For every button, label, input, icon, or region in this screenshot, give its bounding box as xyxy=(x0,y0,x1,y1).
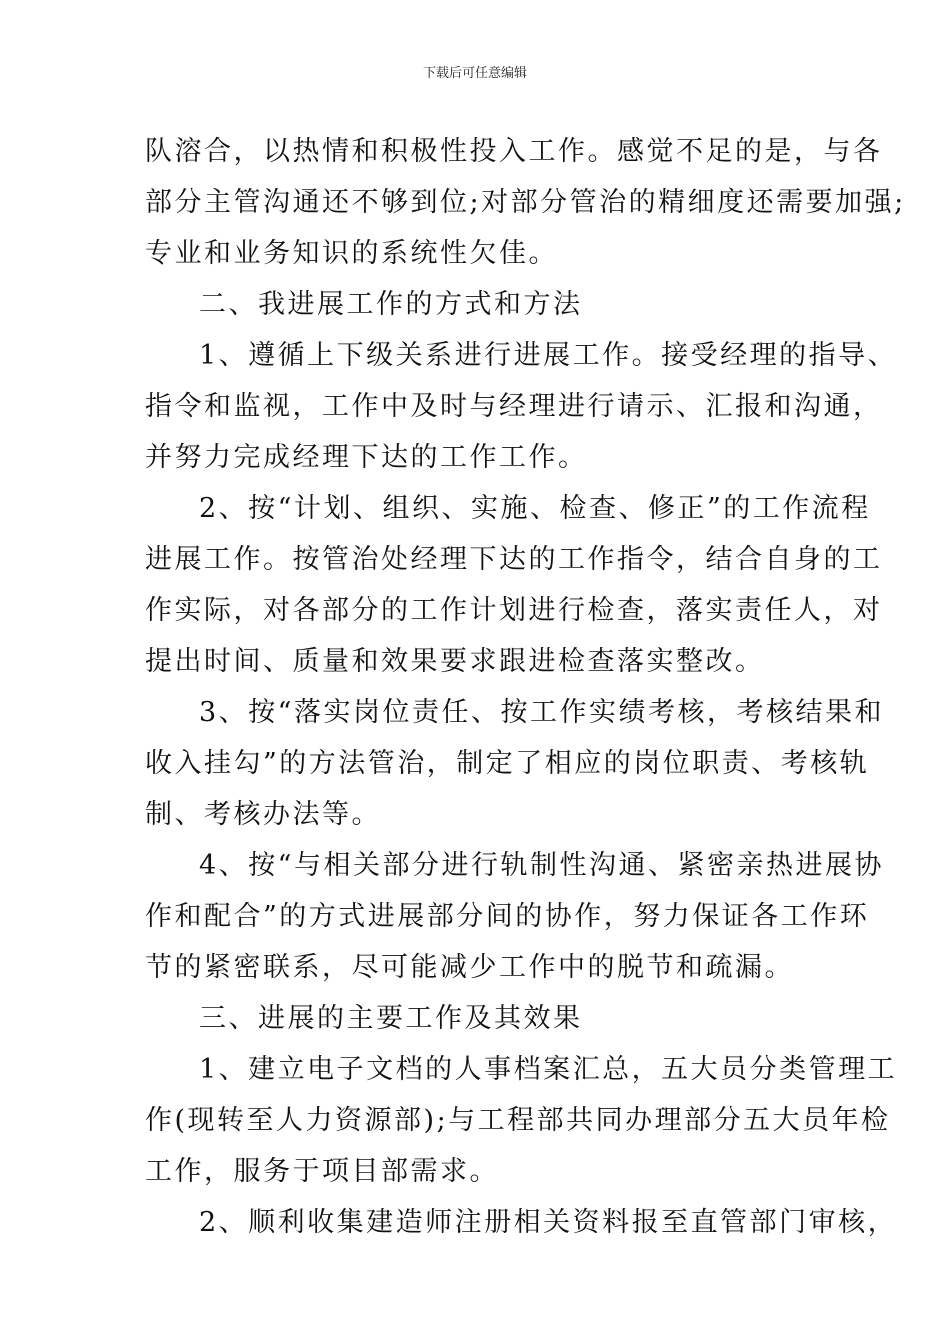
paragraph xyxy=(145,330,898,483)
document-body xyxy=(145,126,906,1248)
text-line: 2、按“计划、组织、实施、检查、修正”的工作流程 xyxy=(199,493,871,524)
text-line: 工作，服务于项目部需求。 xyxy=(145,1156,499,1187)
text-line: 部分主管沟通还不够到位;对部分管治的精细度还需要加强; xyxy=(145,187,906,218)
text-line: 专业和业务知识的系统性欠佳。 xyxy=(145,238,558,269)
heading-line: 三、进展的主要工作及其效果 xyxy=(199,1003,583,1034)
paragraph xyxy=(145,483,883,687)
paragraph xyxy=(145,1044,898,1197)
text-line: 1、遵循上下级关系进行进展工作。接受经理的指导、 xyxy=(199,340,898,371)
section-heading xyxy=(145,279,810,330)
paragraph xyxy=(145,840,884,993)
text-line: 收入挂勾”的方法管治，制定了相应的岗位职责、考核轨 xyxy=(145,748,870,779)
text-line: 3、按“落实岗位责任、按工作实绩考核，考核结果和 xyxy=(199,697,884,728)
section-heading xyxy=(145,993,810,1044)
text-line: 4、按“与相关部分进行轨制性沟通、紧密亲热进展协 xyxy=(199,850,884,881)
text-line: 提出时间、质量和效果要求跟进检查落实整改。 xyxy=(145,646,765,677)
text-line: 作(现转至人力资源部);与工程部共同办理部分五大员年检 xyxy=(145,1105,891,1136)
text-line: 进展工作。按管治处经理下达的工作指令，结合自身的工 xyxy=(145,544,883,575)
text-line: 指令和监视，工作中及时与经理进行请示、汇报和沟通， xyxy=(145,391,883,422)
page-header: 下载后可任意编辑 xyxy=(422,66,527,81)
text-line: 并努力完成经理下达的工作工作。 xyxy=(145,442,588,473)
paragraph xyxy=(145,126,906,279)
text-line: 作实际，对各部分的工作计划进行检查，落实责任人，对 xyxy=(145,595,883,626)
heading-line: 二、我进展工作的方式和方法 xyxy=(199,289,583,320)
text-line: 作和配合”的方式进展部分间的协作，努力保证各工作环 xyxy=(145,901,870,932)
text-line: 2、顺利收集建造师注册相关资料报至直管部门审核， xyxy=(199,1207,898,1238)
text-line: 1、建立电子文档的人事档案汇总，五大员分类管理工 xyxy=(199,1054,898,1085)
text-line: 队溶合，以热情和积极性投入工作。感觉不足的是，与各 xyxy=(145,136,883,167)
text-line: 节的紧密联系，尽可能减少工作中的脱节和疏漏。 xyxy=(145,952,794,983)
paragraph xyxy=(145,1197,898,1248)
paragraph xyxy=(145,687,884,840)
text-line: 制、考核办法等。 xyxy=(145,799,381,830)
